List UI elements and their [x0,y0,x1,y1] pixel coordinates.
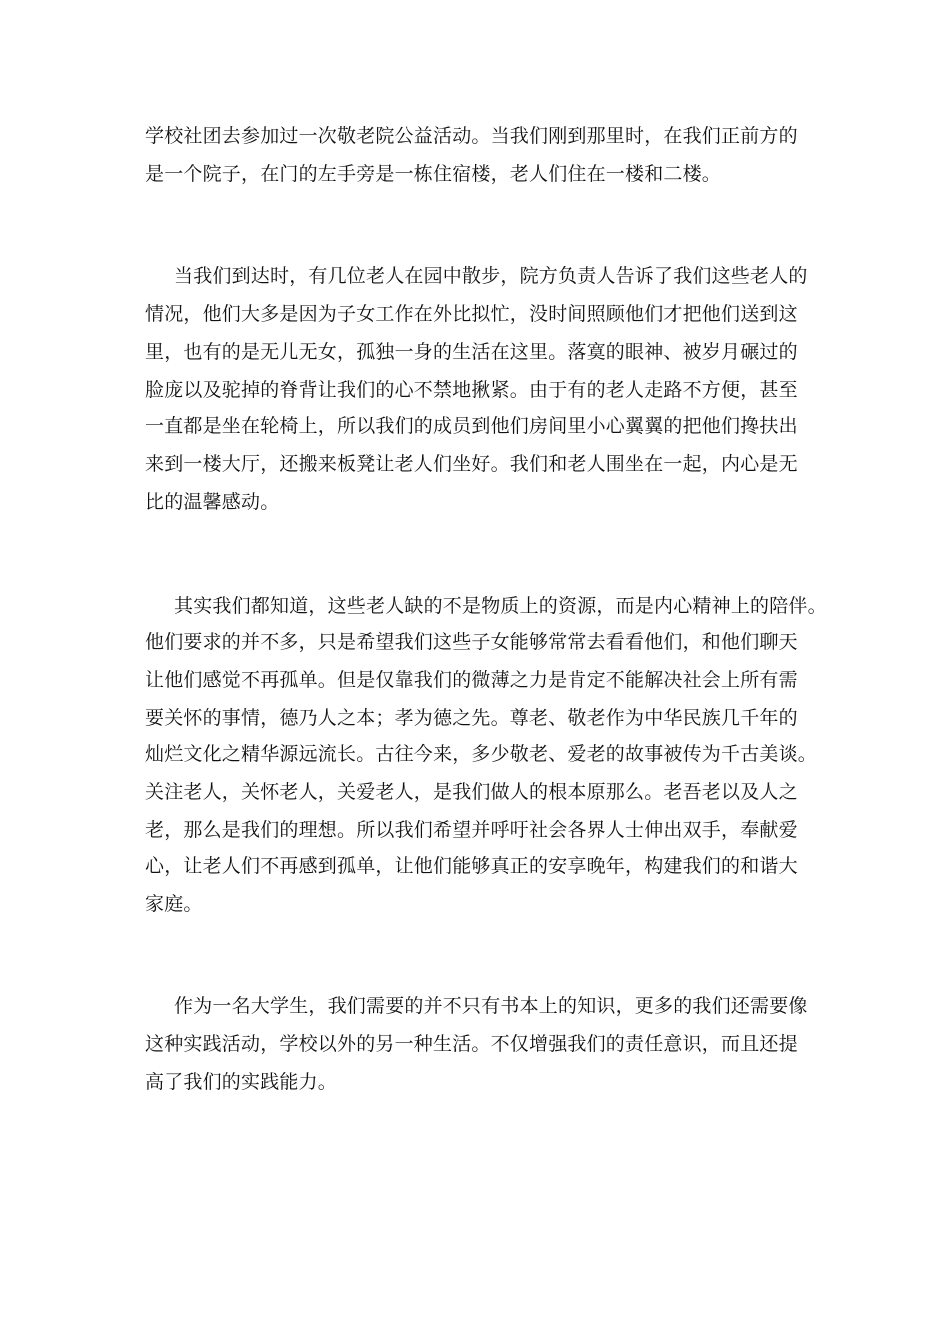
text-line: 其实我们都知道，这些老人缺的不是物质上的资源，而是内心精神上的陪伴。 [174,595,827,617]
text-line: 脸庞以及驼掉的脊背让我们的心不禁地揪紧。由于有的老人走路不方便，甚至 [145,379,798,401]
text-line: 高了我们的实践能力。 [145,1071,338,1093]
text-line: 当我们到达时，有几位老人在园中散步，院方负责人告诉了我们这些老人的 [174,265,808,287]
text-line: 让他们感觉不再孤单。但是仅靠我们的微薄之力是肯定不能解决社会上所有需 [145,669,798,691]
text-line: 灿烂文化之精华源远流长。古往今来，多少敬老、爱老的故事被传为千古美谈。 [145,743,818,765]
text-line: 情况，他们大多是因为子女工作在外比拟忙，没时间照顾他们才把他们送到这 [145,303,798,325]
text-line: 要关怀的事情，德乃人之本；孝为德之先。尊老、敬老作为中华民族几千年的 [145,707,798,729]
text-line: 心，让老人们不再感到孤单，让他们能够真正的安享晚年，构建我们的和谐大 [145,855,798,877]
text-line: 老，那么是我们的理想。所以我们希望并呼吁社会各界人士伸出双手，奉献爱 [145,819,798,841]
text-line: 比的温馨感动。 [145,491,280,513]
text-line: 学校社团去参加过一次敬老院公益活动。当我们刚到那里时，在我们正前方的 [145,125,798,147]
text-line: 作为一名大学生，我们需要的并不只有书本上的知识，更多的我们还需要像 [174,995,808,1017]
text-line: 一直都是坐在轮椅上，所以我们的成员到他们房间里小心翼翼的把他们搀扶出 [145,415,798,437]
text-line: 来到一楼大厅，还搬来板凳让老人们坐好。我们和老人围坐在一起，内心是无 [145,453,798,475]
text-line: 里，也有的是无儿无女，孤独一身的生活在这里。落寞的眼神、被岁月碾过的 [145,341,798,363]
text-line: 家庭。 [145,893,203,915]
text-line: 他们要求的并不多，只是希望我们这些子女能够常常去看看他们，和他们聊天 [145,631,798,653]
text-line: 是一个院子，在门的左手旁是一栋住宿楼，老人们住在一楼和二楼。 [145,163,722,185]
text-line: 这种实践活动，学校以外的另一种生活。不仅增强我们的责任意识，而且还提 [145,1033,798,1055]
text-line: 关注老人，关怀老人，关爱老人，是我们做人的根本原那么。老吾老以及人之 [145,781,798,803]
